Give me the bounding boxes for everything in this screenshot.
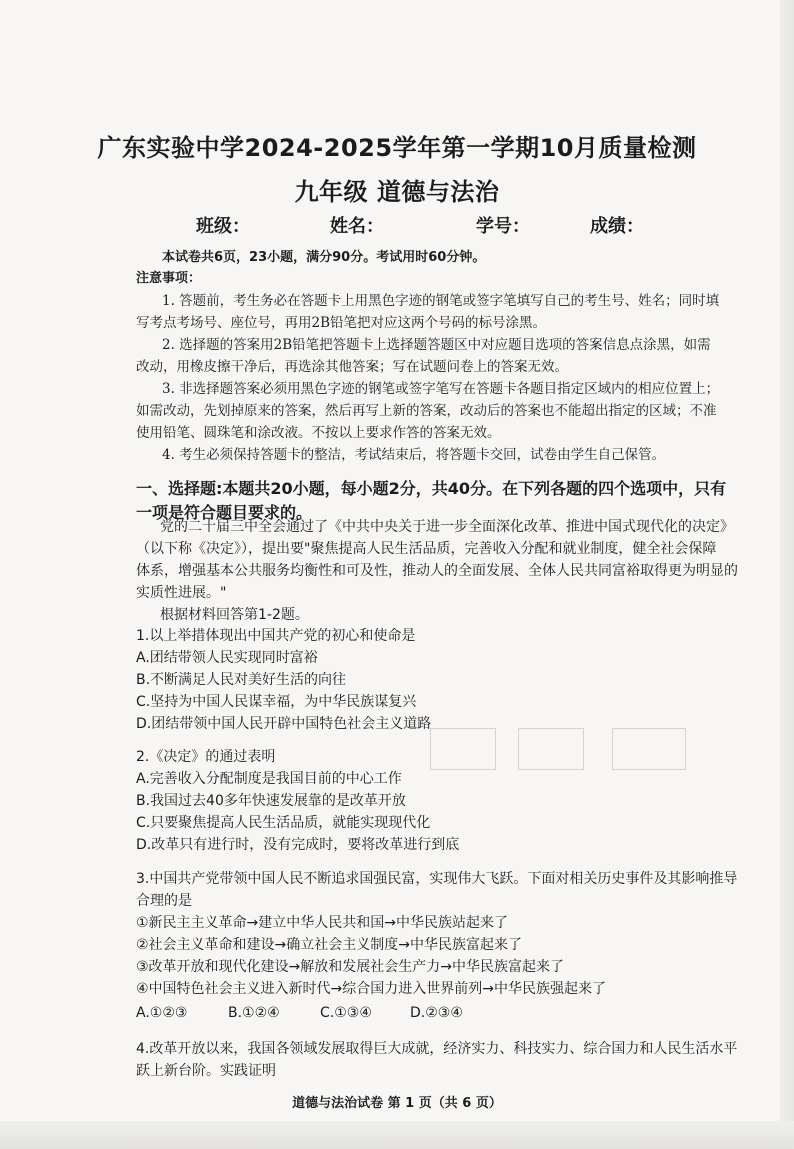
section-heading: 一、选择题:本题共20小题，每小题2分，共40分。在下列各题的四个选项中，只有 [136, 479, 727, 498]
question-2-option-b: B.我国过去40多年快速发展靠的是改革开放 [136, 793, 406, 809]
section-heading-cont: 一项是符合题目要求的。 [136, 503, 313, 522]
material-paragraph: 实质性进展。" [136, 585, 227, 601]
question-3-item: ①新民主主义革命→建立中华人民共和国→中华民族站起来了 [136, 915, 509, 931]
question-2-option-a: A.完善收入分配制度是我国目前的中心工作 [136, 771, 402, 787]
page-edge-bottom [0, 1121, 794, 1149]
bleed-through-box [430, 728, 496, 770]
student-id-label: 学号： [476, 216, 530, 237]
question-1-option-d: D.团结带领中国人民开辟中国特色社会主义道路 [136, 716, 432, 732]
bleed-through-box [612, 728, 686, 770]
question-2-stem: 2.《决定》的通过表明 [136, 749, 276, 765]
exam-intro: 本试卷共6页，23小题，满分90分。考试用时60分钟。 [162, 250, 486, 265]
exam-title: 广东实验中学2024-2025学年第一学期10月质量检测 [97, 134, 697, 162]
question-1-stem: 1.以上举措体现出中国共产党的初心和使命是 [136, 628, 416, 644]
question-1-option-b: B.不断满足人民对美好生活的向往 [136, 672, 347, 688]
question-4-stem-cont: 跃上新台阶。实践证明 [136, 1063, 276, 1079]
material-paragraph: 党的二十届三中全会通过了《中共中央关于进一步全面深化改革、推进中国式现代化的决定》 [160, 519, 734, 535]
question-3-stem-cont: 合理的是 [136, 893, 192, 909]
exam-subtitle: 九年级 道德与法治 [294, 178, 500, 206]
question-3-option-c: C.①③④ [320, 1005, 372, 1021]
question-3-option-a: A.①②③ [136, 1005, 188, 1021]
question-3-item: ④中国特色社会主义进入新时代→综合国力进入世界前列→中华民族强起来了 [136, 981, 607, 997]
question-3-option-b: B.①②④ [228, 1005, 280, 1021]
notice-line: 使用铅笔、圆珠笔和涂改液。不按以上要求作答的答案无效。 [136, 425, 501, 441]
notice-line: 如需改动，先划掉原来的答案，然后再写上新的答案，改动后的答案也不能超出指定的区域；不准 [136, 403, 717, 419]
question-3-item: ②社会主义革命和建设→确立社会主义制度→中华民族富起来了 [136, 937, 523, 953]
notice-heading: 注意事项： [136, 271, 202, 286]
score-label: 成绩： [590, 216, 644, 237]
question-2-option-d: D.改革只有进行时，没有完成时，要将改革进行到底 [136, 837, 460, 853]
notice-line: 1. 答题前，考生务必在答题卡上用黑色字迹的钢笔或签字笔填写自己的考生号、姓名；同时填 [162, 293, 720, 309]
material-instruction: 根据材料回答第1-2题。 [160, 607, 309, 623]
notice-line: 写考点考场号、座位号，再用2B铅笔把对应这两个号码的标号涂黑。 [136, 315, 547, 331]
question-3-option-d: D.②③④ [410, 1005, 463, 1021]
page-footer: 道德与法治试卷 第 1 页（共 6 页） [292, 1096, 502, 1111]
question-3-item: ③改革开放和现代化建设→解放和发展社会生产力→中华民族富起来了 [136, 959, 565, 975]
question-3-stem: 3.中国共产党带领中国人民不断追求国强民富，实现伟大飞跃。下面对相关历史事件及其影响推导 [136, 871, 738, 887]
class-label: 班级： [196, 216, 250, 237]
question-1-option-a: A.团结带领人民实现同时富裕 [136, 650, 318, 666]
notice-line: 2. 选择题的答案用2B铅笔把答题卡上选择题答题区中对应题目选项的答案信息点涂黑，如需 [162, 337, 711, 353]
notice-line: 改动，用橡皮擦干净后，再选涂其他答案；写在试题问卷上的答案无效。 [136, 359, 568, 375]
bleed-through-box [518, 728, 584, 770]
name-label: 姓名： [330, 216, 384, 237]
question-4-stem: 4.改革开放以来，我国各领域发展取得巨大成就，经济实力、科技实力、综合国力和人民生活水平 [136, 1041, 738, 1057]
student-info-row [0, 212, 794, 242]
material-paragraph: （以下称《决定》），提出要"聚焦提高人民生活品质，完善收入分配和就业制度，健全社会保障 [136, 541, 717, 557]
material-paragraph: 体系，增强基本公共服务均衡性和可及性，推动人的全面发展、全体人民共同富裕取得更为明显的 [136, 563, 738, 579]
notice-line: 3. 非选择题答案必须用黑色字迹的钢笔或签字笔写在答题卡各题目指定区域内的相应位置上； [162, 381, 720, 397]
question-1-option-c: C.坚持为中国人民谋幸福，为中华民族谋复兴 [136, 694, 417, 710]
notice-line: 4. 考生必须保持答题卡的整洁，考试结束后，将答题卡交回，试卷由学生自己保管。 [162, 447, 666, 463]
question-2-option-c: C.只要聚焦提高人民生活品质，就能实现现代化 [136, 815, 431, 831]
